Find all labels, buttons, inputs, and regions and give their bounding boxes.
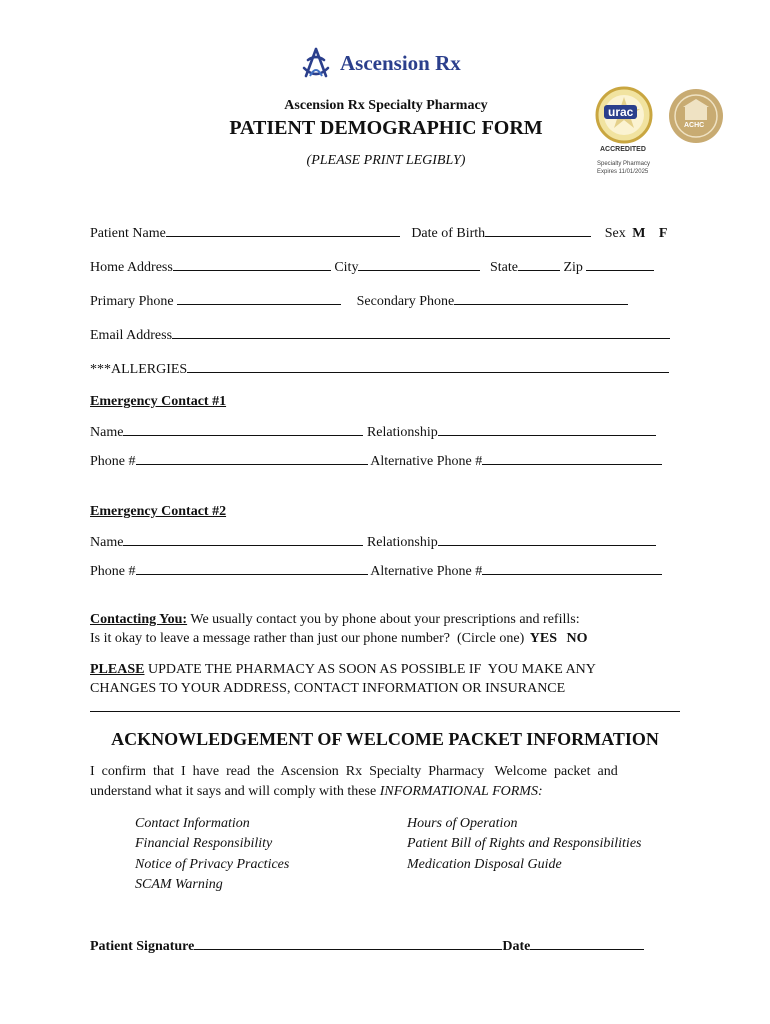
patient-name-row: [90, 224, 667, 242]
city-label: City: [334, 260, 359, 275]
signature-label: Patient Signature: [90, 939, 195, 954]
emergency1-phone-label: Phone #: [90, 454, 136, 469]
forms-left-list: [135, 814, 289, 895]
city-field[interactable]: [358, 258, 480, 271]
emergency2-heading: Emergency Contact #2: [90, 504, 227, 519]
emergency2-phone-field[interactable]: [136, 562, 368, 575]
email-row: [90, 326, 670, 344]
dob-label: Date of Birth: [411, 226, 486, 241]
emergency1-name-field[interactable]: [123, 423, 363, 436]
acknowledgement-title: ACKNOWLEDGEMENT OF WELCOME PACKET INFORMATION: [111, 729, 659, 749]
emergency2-alt-phone-label: Alternative Phone #: [370, 564, 483, 579]
zip-field[interactable]: [586, 258, 654, 271]
allergies-row: [90, 360, 669, 378]
form-item-medication-disposal: Medication Disposal Guide: [407, 856, 562, 872]
form-item-hours-of-operation: Hours of Operation: [407, 816, 518, 831]
logo-text: Ascension Rx: [340, 51, 461, 75]
emergency2-relationship-label: Relationship: [366, 535, 438, 550]
state-label: State: [489, 260, 518, 275]
sex-m-option[interactable]: M: [632, 226, 646, 241]
emergency1-name-row: [90, 423, 656, 441]
forms-right-list: [407, 814, 642, 875]
emergency1-alt-phone-field[interactable]: [482, 452, 662, 465]
emergency1-phone-row: [90, 452, 662, 470]
achc-seal-icon: [668, 88, 724, 144]
form-item-financial-responsibility: Financial Responsibility: [135, 836, 273, 852]
signature-row: [90, 937, 644, 955]
form-item-notice-of-privacy: Notice of Privacy Practices: [135, 856, 290, 872]
acknowledgement-para2: [90, 784, 543, 800]
logo: [298, 46, 468, 82]
emergency2-name-field[interactable]: [123, 533, 363, 546]
update-line2: CHANGES TO YOUR ADDRESS, CONTACT INFORMATION OR INSURANCE: [90, 681, 566, 696]
update-please: PLEASE: [90, 662, 145, 677]
update-text1: UPDATE THE PHARMACY AS SOON AS POSSIBLE IF YOU MAKE ANY: [144, 662, 596, 677]
address-label: Home Address: [90, 260, 173, 275]
emergency1-heading: Emergency Contact #1: [90, 394, 227, 409]
email-field[interactable]: [172, 326, 670, 339]
emergency2-phone-label: Phone #: [90, 564, 136, 579]
page-title: PATIENT DEMOGRAPHIC FORM: [229, 117, 543, 139]
urac-caption: Specialty Pharmacy Expires 11/01/2025: [597, 161, 651, 175]
address-row: [90, 258, 654, 276]
emergency2-phone-row: [90, 562, 662, 580]
print-instruction: (PLEASE PRINT LEGIBLY): [306, 153, 466, 168]
date-label: Date: [502, 939, 531, 954]
emergency2-name-label: Name: [90, 535, 124, 550]
urac-badge: [594, 85, 654, 149]
form-item-scam-warning: SCAM Warning: [135, 876, 223, 892]
org-name: Ascension Rx Specialty Pharmacy: [284, 98, 488, 113]
emergency2-relationship-field[interactable]: [438, 533, 656, 546]
contacting-text2: Is it okay to leave a message rather than just our phone number? (Circle one): [90, 631, 525, 646]
emergency1-phone-field[interactable]: [136, 452, 368, 465]
sex-label: Sex: [604, 226, 626, 241]
acknowledgement-para1: I confirm that I have read the Ascension Rx Specialty Pharmacy Welcome packet and: [90, 764, 618, 779]
message-no-option[interactable]: NO: [566, 631, 588, 646]
state-field[interactable]: [518, 258, 560, 271]
patient-name-field[interactable]: [166, 224, 400, 237]
form-item-bill-of-rights: Patient Bill of Rights and Responsibilities: [407, 836, 642, 852]
secondary-phone-label: Secondary Phone: [356, 294, 455, 309]
allergies-label: ***ALLERGIES: [90, 362, 188, 377]
sex-f-option[interactable]: F: [658, 226, 668, 241]
contacting-line2: [90, 631, 587, 647]
emergency1-relationship-field[interactable]: [438, 423, 656, 436]
dob-field[interactable]: [485, 224, 591, 237]
section-divider: [90, 711, 680, 712]
emergency1-relationship-label: Relationship: [366, 425, 438, 440]
phone-row: [90, 292, 628, 310]
email-label: Email Address: [90, 328, 173, 343]
achc-label: ACHC: [684, 122, 705, 129]
urac-label: urac: [604, 105, 637, 119]
secondary-phone-field[interactable]: [454, 292, 628, 305]
urac-accredited: ACCREDITED: [600, 146, 646, 153]
emergency2-alt-phone-field[interactable]: [482, 562, 662, 575]
contacting-heading: Contacting You:: [90, 612, 188, 627]
message-yes-option[interactable]: YES: [529, 631, 557, 646]
acknowledgement-para2-text: understand what it says and will comply with these: [90, 784, 380, 799]
date-field[interactable]: [530, 937, 644, 950]
contacting-text1: We usually contact you by phone about your prescriptions and refills:: [187, 612, 580, 627]
primary-phone-field[interactable]: [177, 292, 341, 305]
zip-label: Zip: [563, 260, 583, 275]
patient-name-label: Patient Name: [90, 226, 166, 241]
update-line1: [90, 662, 596, 678]
ascension-logo-icon: [298, 46, 334, 82]
emergency1-name-label: Name: [90, 425, 124, 440]
emergency2-name-row: [90, 533, 656, 551]
achc-badge: [668, 88, 724, 144]
emergency1-alt-phone-label: Alternative Phone #: [370, 454, 483, 469]
form-item-contact-information: Contact Information: [135, 816, 250, 831]
primary-phone-label: Primary Phone: [90, 294, 174, 309]
signature-field[interactable]: [194, 937, 502, 950]
contacting-line1: [90, 612, 580, 628]
allergies-field[interactable]: [187, 360, 669, 373]
informational-forms-label: INFORMATIONAL FORMS:: [379, 784, 543, 799]
address-field[interactable]: [173, 258, 331, 271]
